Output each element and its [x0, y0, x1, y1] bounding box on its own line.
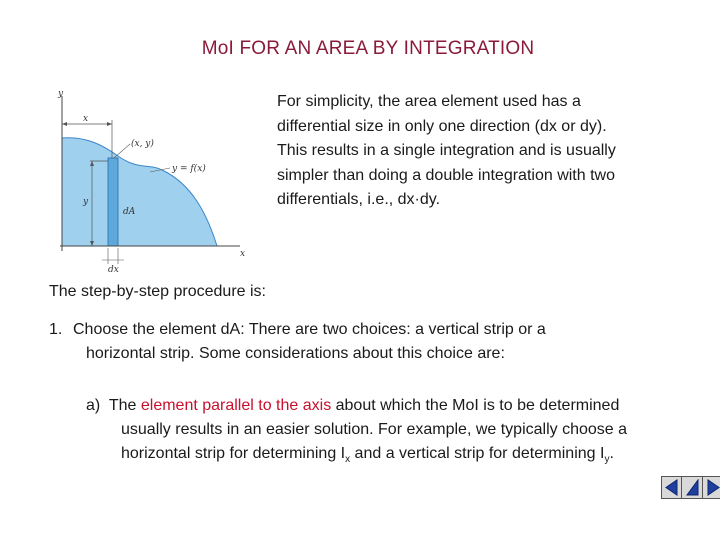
home-button[interactable] — [682, 476, 703, 499]
area-diagram — [52, 86, 252, 276]
intro-paragraph — [277, 90, 697, 213]
point-text-post: about which the MoI is to be determined — [331, 397, 620, 414]
x-dim-label: x — [83, 114, 89, 124]
line3-end: . — [609, 445, 614, 462]
step-text-line1: Choose the element dA: There are two choices: a vertical strip or a — [73, 321, 546, 338]
y-dim-label: y — [83, 197, 89, 207]
dx-label: dx — [108, 265, 119, 275]
intro-line: This results in a single integration and is usually — [277, 142, 616, 159]
area-integration-figure — [52, 86, 252, 276]
slide-title: MoI FOR AN AREA BY INTEGRATION — [201, 38, 535, 59]
area-region — [62, 138, 217, 246]
line3-pre: horizontal strip for determining I — [121, 445, 346, 462]
step-number: 1. — [49, 321, 63, 338]
intro-line: differential size in only one direction (dx or dy). — [277, 117, 607, 135]
point-label: (x, y) — [131, 139, 154, 149]
next-button[interactable] — [703, 476, 720, 499]
point-text-line2: usually results in an easier solution. For example, we typically choose a — [121, 421, 628, 438]
point-text-pre: The — [108, 397, 141, 414]
triangle-left-icon — [664, 479, 679, 496]
point-text-line3 — [86, 442, 716, 472]
line3-mid: and a vertical strip for determining I — [350, 445, 605, 462]
step-1 — [49, 318, 689, 366]
differential-strip — [108, 158, 118, 246]
dA-label: dA — [123, 207, 136, 217]
point-a — [86, 394, 716, 472]
point-marker: a) — [86, 397, 101, 414]
intro-line: For simplicity, the area element used has a — [277, 93, 581, 110]
triangle-right-icon — [706, 479, 720, 496]
slide-navigation — [661, 476, 720, 499]
subscript-x: x — [345, 454, 351, 466]
home-icon — [685, 479, 700, 496]
intro-line: simpler than doing a double integration with two — [277, 166, 615, 184]
procedure-heading: The step-by-step procedure is: — [49, 283, 266, 300]
intro-line: differentials, i.e., dx·dy. — [277, 191, 441, 208]
step-text-line2: horizontal strip. Some considerations about this choice are: — [86, 345, 505, 362]
y-axis-label: y — [58, 89, 64, 99]
previous-button[interactable] — [661, 476, 682, 499]
subscript-y: y — [604, 454, 610, 466]
x-axis-label: x — [240, 249, 246, 259]
curve-label: y = f(x) — [172, 164, 206, 174]
highlight-text: element parallel to the axis — [140, 397, 332, 414]
